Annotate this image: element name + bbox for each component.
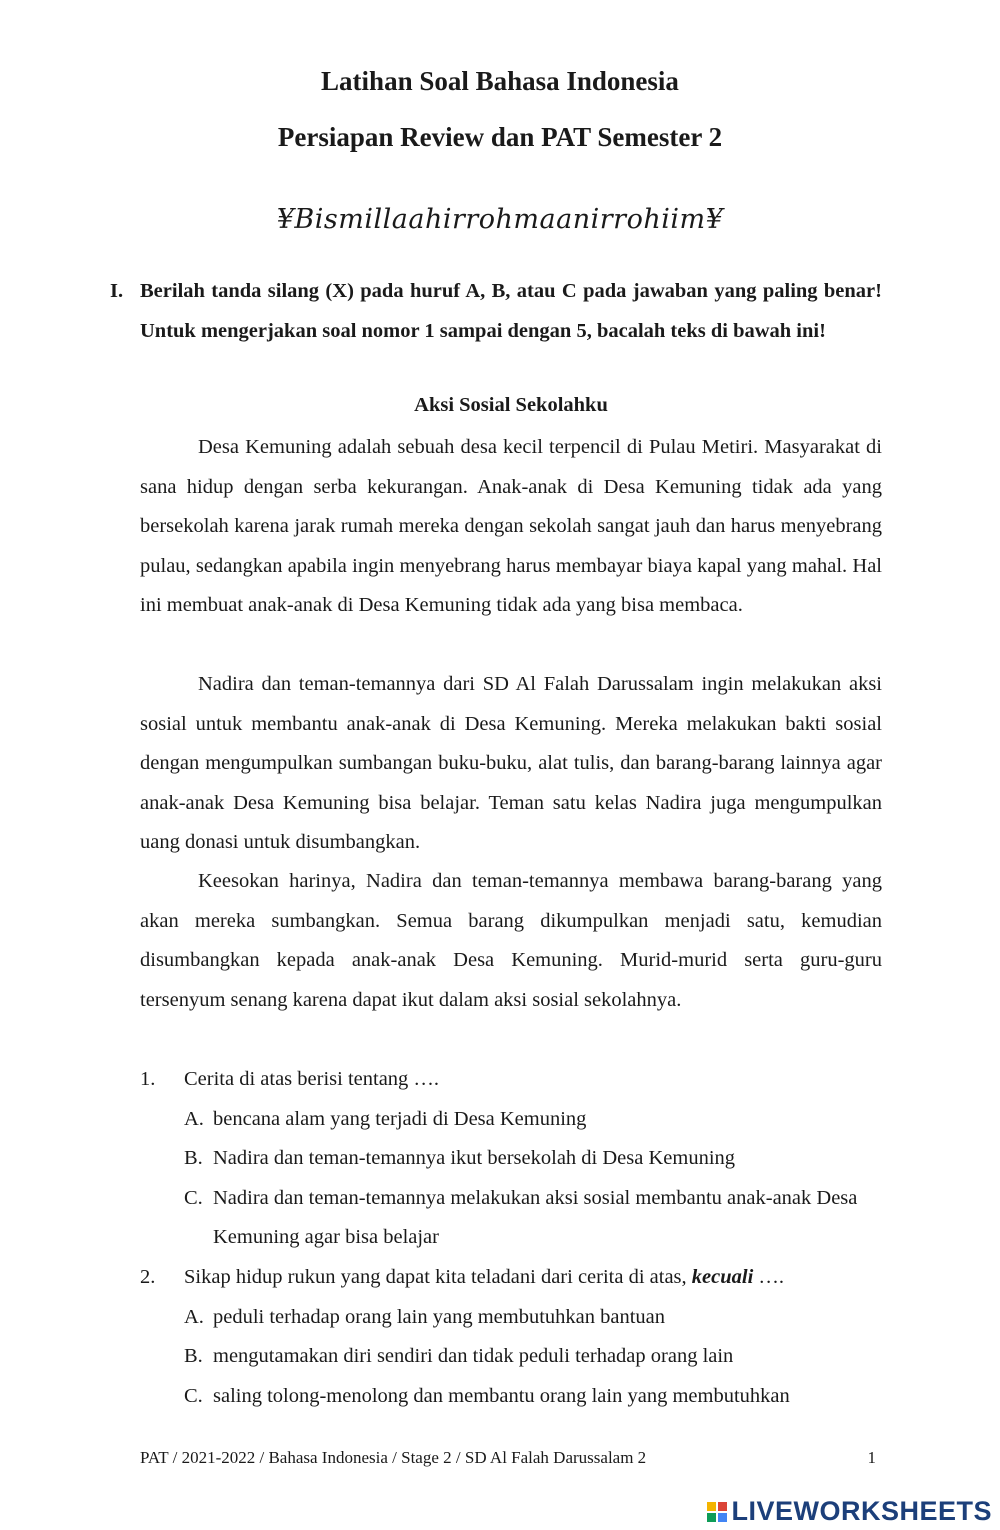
- question-stem: [140, 1258, 882, 1298]
- option-text: mengutamakan diri sendiri dan tidak peduli terhadap orang lain: [213, 1345, 734, 1367]
- option-text: peduli terhadap orang lain yang membutuhkan bantuan: [213, 1305, 666, 1328]
- answer-option-b[interactable]: [184, 1139, 882, 1179]
- question-1: [140, 1060, 882, 1258]
- option-text: Nadira dan teman-temannya melakukan aksi sosial membantu anak-anak Desa Kemuning agar bisa belajar: [213, 1186, 858, 1248]
- option-letter: A.: [184, 1305, 204, 1328]
- question-number: 2.: [140, 1266, 156, 1288]
- section-number: I.: [110, 280, 124, 302]
- answer-option-c[interactable]: [184, 1377, 882, 1417]
- question-text: Cerita di atas berisi tentang ….: [184, 1068, 440, 1090]
- question-2: [140, 1258, 882, 1416]
- instruction-text: Berilah tanda silang (X) pada huruf A, B, atau C pada jawaban yang paling benar! Untuk mengerjakan soal nomor 1 sampai dengan 5, bacalah teks di bawah ini!: [140, 280, 882, 342]
- answer-option-a[interactable]: [184, 1100, 882, 1140]
- brand-square: [718, 1513, 727, 1522]
- question-number: 1.: [140, 1068, 156, 1090]
- option-letter: C.: [184, 1384, 203, 1407]
- option-letter: C.: [184, 1186, 203, 1209]
- answer-option-c[interactable]: [184, 1179, 882, 1258]
- brand-square: [707, 1502, 716, 1511]
- option-text: bencana alam yang terjadi di Desa Kemuning: [213, 1107, 587, 1130]
- story-paragraph: Desa Kemuning adalah sebuah desa kecil terpencil di Pulau Metiri. Masyarakat di sana hidup dengan serba kekurangan. Anak-anak di Desa Kemuning tidak ada yang bersekolah karena jarak rumah mereka dengan sekolah sangat jauh dan harus menyebrang pulau, sedangkan apabila ingin menyebrang harus membayar biaya kapal yang mahal. Hal ini membuat anak-anak di Desa Kemuning tidak ada yang bisa membaca.: [140, 436, 882, 616]
- instruction-block: [110, 272, 882, 351]
- option-letter: B.: [184, 1345, 203, 1367]
- page-number: 1: [867, 1448, 876, 1467]
- story-paragraph: Nadira dan teman-temannya dari SD Al Falah Darussalam ingin melakukan aksi sosial untuk membantu anak-anak di Desa Kemuning. Mereka melakukan bakti sosial dengan mengumpulkan sumbangan buku-buku, alat tulis, dan barang-barang lainnya agar anak-anak Desa Kemuning bisa belajar. Teman satu kelas Nadira juga mengumpulkan uang donasi untuk disumbangkan.: [140, 673, 882, 853]
- question-stem: [140, 1060, 882, 1100]
- question-text: [184, 1258, 882, 1298]
- brand-grid-icon: [707, 1502, 727, 1522]
- brand-square: [718, 1502, 727, 1511]
- answer-option-a[interactable]: [184, 1298, 882, 1338]
- option-letter: A.: [184, 1107, 204, 1130]
- question-emphasis: kecuali: [691, 1266, 754, 1288]
- bismillah-heading: ¥Bismillaahirrohmaanirrohiim¥: [276, 204, 724, 235]
- story-title: Aksi Sosial Sekolahku: [414, 394, 608, 416]
- liveworksheets-logo[interactable]: [707, 1496, 992, 1527]
- story-paragraph: Keesokan harinya, Nadira dan teman-temannya membawa barang-barang yang akan mereka sumbangkan. Semua barang dikumpulkan menjadi satu, kemudian disumbangkan kepada anak-anak Desa Kemuning. Murid-murid serta guru-guru tersenyum senang karena dapat ikut dalam aksi sosial sekolahnya.: [140, 870, 882, 1011]
- page-title: Latihan Soal Bahasa Indonesia: [321, 66, 679, 96]
- option-text: saling tolong-menolong dan membantu orang lain yang membutuhkan: [213, 1384, 790, 1407]
- option-text: Nadira dan teman-temannya ikut bersekolah di Desa Kemuning: [213, 1147, 736, 1169]
- question-text-after: ….: [753, 1266, 785, 1288]
- option-letter: B.: [184, 1147, 203, 1169]
- footer-text: PAT / 2021-2022 / Bahasa Indonesia / Stage 2 / SD Al Falah Darussalam 2: [140, 1448, 647, 1467]
- page-footer: [140, 1448, 882, 1468]
- answer-option-b[interactable]: [184, 1337, 882, 1377]
- question-text-before: Sikap hidup rukun yang dapat kita teladani dari cerita di atas,: [184, 1266, 692, 1288]
- page-subtitle: Persiapan Review dan PAT Semester 2: [277, 122, 723, 152]
- brand-square: [707, 1513, 716, 1522]
- brand-name: LIVEWORKSHEETS: [731, 1496, 992, 1526]
